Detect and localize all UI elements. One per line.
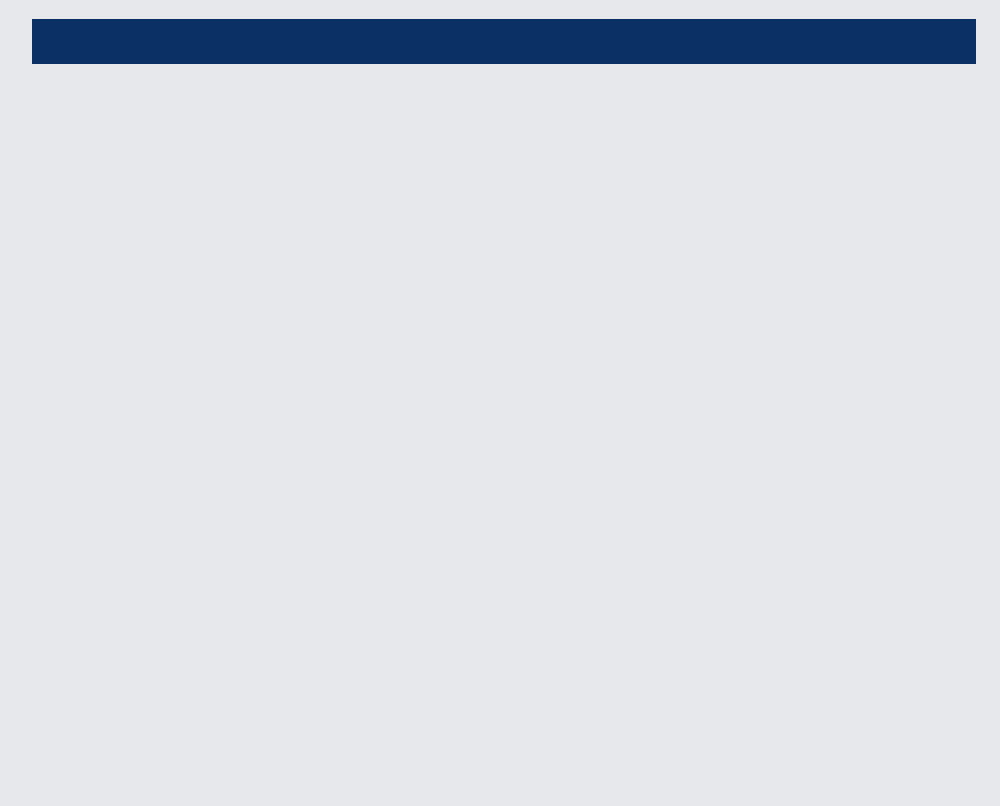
diagram-title [32,19,976,64]
